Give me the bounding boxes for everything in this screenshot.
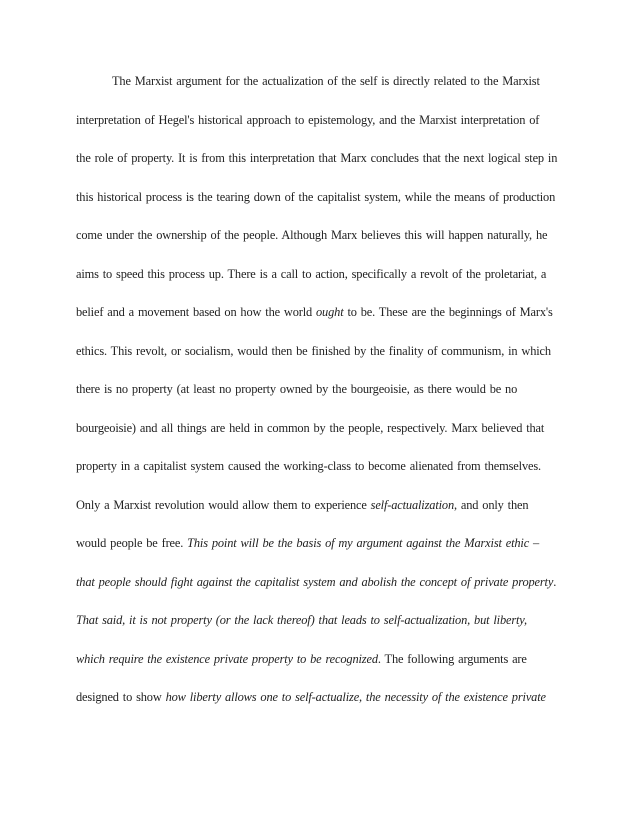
italic-text-segment: That said, it is not property (or the lack thereof) that leads to self-actualization, but liberty, [76,613,527,627]
text-segment: property in a capitalist system caused the working-class to become alienated from themselves. [76,459,541,473]
text-segment: there is no property (at least no property owned by the bourgeoisie, as there would be no [76,382,518,396]
text-line [76,612,562,628]
text-line [76,266,562,282]
text-line [76,689,562,705]
text-segment: come under the ownership of the people. Although Marx believes this will happen naturally, he [76,228,548,242]
text-segment: belief and a movement based on how the world [76,305,317,319]
text-segment: would people be free. [76,536,188,550]
text-line [76,227,562,243]
text-segment: ethics. This revolt, or socialism, would then be finished by the finality of communism, in which [76,344,551,358]
text-line [76,343,562,359]
text-line [76,381,562,397]
text-line [76,189,562,205]
text-line [76,112,562,128]
text-line [76,574,562,590]
text-line [76,651,562,667]
text-segment: aims to speed this process up. There is a call to action, specifically a revolt of the proletariat, a [76,267,547,281]
text-segment: . [553,575,557,589]
text-line [112,73,562,89]
italic-text-segment: that people should fight against the capitalist system and abolish the concept of private property [76,575,554,589]
text-segment: this historical process is the tearing down of the capitalist system, while the means of production [76,190,556,204]
text-line [76,497,562,513]
text-segment: . The following arguments are [377,652,527,666]
text-line [76,420,562,436]
text-segment: Only a Marxist revolution would allow them to experience [76,498,371,512]
text-segment: designed to show [76,690,166,704]
text-segment: The Marxist argument for the actualization of the self is directly related to the Marxist [112,74,540,88]
text-line [76,304,562,320]
text-segment: bourgeoisie) and all things are held in common by the people, respectively. Marx believed that [76,421,545,435]
text-line [76,458,562,474]
italic-text-segment: This point will be the basis of my argument against the Marxist ethic – [187,536,540,550]
text-line [76,535,562,551]
text-segment: interpretation of Hegel's historical approach to epistemology, and the Marxist interpretation of [76,113,540,127]
text-line [76,150,562,166]
text-segment: to be. These are the beginnings of Marx's [343,305,553,319]
text-segment: , and only then [454,498,529,512]
italic-text-segment: self-actualization [370,498,454,512]
italic-text-segment: ought [316,305,344,319]
italic-text-segment: how liberty allows one to self-actualize, the necessity of the existence private [165,690,546,704]
italic-text-segment: which require the existence private property to be recognized [76,652,378,666]
text-segment: the role of property. It is from this interpretation that Marx concludes that the next logical step in [76,151,558,165]
